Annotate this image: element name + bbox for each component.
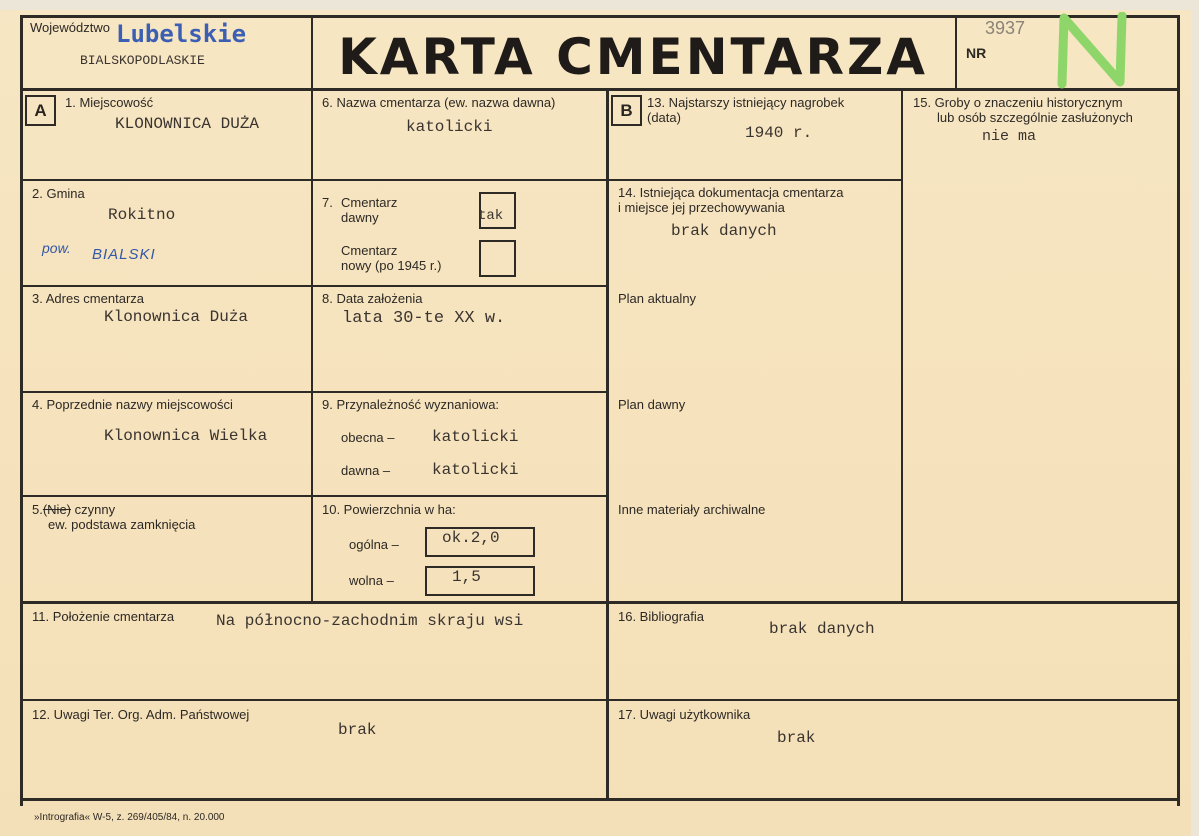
f14-label-1: 14. Istniejąca dokumentacja cmentarza <box>618 185 844 200</box>
border-left <box>20 15 23 806</box>
f2-hand-value: BIALSKI <box>92 246 156 263</box>
f2-hand-prefix: pow. <box>42 240 71 256</box>
f17-label: 17. Uwagi użytkownika <box>618 707 751 722</box>
f9-current-label: obecna – <box>341 430 395 445</box>
f5-sub-label: ew. podstawa zamknięcia <box>48 517 196 532</box>
f5-struck: (Nie) <box>42 502 72 517</box>
f9-label: 9. Przynależność wyznaniowa: <box>322 397 500 412</box>
f10-free-label: wolna – <box>349 573 394 588</box>
f1-label: 1. Miejscowość <box>65 95 154 110</box>
voivodeship-stamp: Lubelskie <box>116 20 247 48</box>
f2-value: Rokitno <box>108 206 176 224</box>
f3-label: 3. Adres cmentarza <box>32 291 144 306</box>
f16-label: 16. Bibliografia <box>618 609 704 624</box>
row-line-1 <box>20 179 608 181</box>
f7-old-value: tak <box>478 208 504 224</box>
row-line-4 <box>20 495 608 497</box>
f14-plan-current: Plan aktualny <box>618 291 697 306</box>
f5-label <box>32 502 115 517</box>
f2-label: 2. Gmina <box>32 186 85 201</box>
border-right <box>1177 15 1180 806</box>
f15-label-1: 15. Groby o znaczeniu historycznym <box>913 95 1123 110</box>
f10-total-value: ok.2,0 <box>442 529 500 547</box>
f13-label-1: 13. Najstarszy istniejący nagrobek <box>647 95 845 110</box>
f7-new-label-2: nowy (po 1945 r.) <box>341 258 442 273</box>
row-line-b1 <box>606 179 902 181</box>
footer-imprint: »Intrografia« W-5, z. 269/405/84, n. 20.000 <box>34 812 225 823</box>
green-letter-mark <box>1050 12 1140 92</box>
f9-former-value: katolicki <box>432 461 519 479</box>
col-ab-divider <box>606 88 609 800</box>
f4-label: 4. Poprzednie nazwy miejscowości <box>32 397 233 412</box>
f9-current-value: katolicki <box>432 428 519 446</box>
f14-value: brak danych <box>671 222 777 240</box>
voivodeship-label: Województwo <box>30 20 110 35</box>
f4-value: Klonownica Wielka <box>104 427 268 445</box>
f7-old-label-2: dawny <box>341 210 379 225</box>
f10-free-value: 1,5 <box>452 568 481 586</box>
f15-label-2: lub osób szczególnie zasłużonych <box>937 110 1133 125</box>
f7-old-label-1: Cmentarz <box>341 195 398 210</box>
voivodeship-old-value: BIALSKOPODLASKIE <box>80 53 205 68</box>
f14-archive: Inne materiały archiwalne <box>618 502 766 517</box>
col-a-divider <box>311 88 313 603</box>
f13-label-2: (data) <box>647 110 681 125</box>
nr-label: NR <box>966 45 987 61</box>
f5-label-text: czynny <box>71 502 116 517</box>
f7-new-label-1: Cmentarz <box>341 243 398 258</box>
f1-value: KLONOWNICA DUŻA <box>115 115 260 133</box>
row-line-2 <box>20 285 608 287</box>
f3-value: Klonownica Duża <box>104 308 249 326</box>
row-line-3 <box>20 391 608 393</box>
header-col-2 <box>955 15 957 90</box>
f12-label: 12. Uwagi Ter. Org. Adm. Państwowej <box>32 707 250 722</box>
page-title: KARTA CMENTARZA <box>338 28 928 86</box>
row-line-lower-1 <box>20 601 1180 604</box>
scan-edge-right <box>1191 0 1199 836</box>
f6-value: katolicki <box>406 118 493 136</box>
f15-value: nie ma <box>982 128 1037 145</box>
f14-plan-old: Plan dawny <box>618 397 686 412</box>
f12-value: brak <box>338 721 377 739</box>
f11-label: 11. Położenie cmentarza <box>32 609 175 624</box>
f17-value: brak <box>777 729 816 747</box>
f13-value: 1940 r. <box>745 124 813 142</box>
f7-new-checkbox[interactable] <box>479 240 516 277</box>
col-b-divider <box>901 88 903 603</box>
section-a-marker: A <box>25 95 56 126</box>
nr-value: 3937 <box>985 18 1026 38</box>
f9-former-label: dawna – <box>341 463 391 478</box>
f5-prefix: 5. <box>32 502 43 517</box>
f11-value: Na północno-zachodnim skraju wsi <box>216 612 524 630</box>
f8-value: lata 30-te XX w. <box>342 309 506 328</box>
scan-edge-top <box>0 0 1199 10</box>
f8-label: 8. Data założenia <box>322 291 423 306</box>
section-b-marker: B <box>611 95 642 126</box>
f10-total-label: ogólna – <box>349 537 399 552</box>
f16-value: brak danych <box>769 620 875 638</box>
f10-label: 10. Powierzchnia w ha: <box>322 502 456 517</box>
header-divider <box>20 88 1180 91</box>
f6-label: 6. Nazwa cmentarza (ew. nazwa dawna) <box>322 95 556 110</box>
border-bottom <box>20 798 1180 801</box>
row-line-lower-2 <box>20 699 1180 701</box>
f7-label: 7. <box>322 195 333 210</box>
f14-label-2: i miejsce jej przechowywania <box>618 200 785 215</box>
